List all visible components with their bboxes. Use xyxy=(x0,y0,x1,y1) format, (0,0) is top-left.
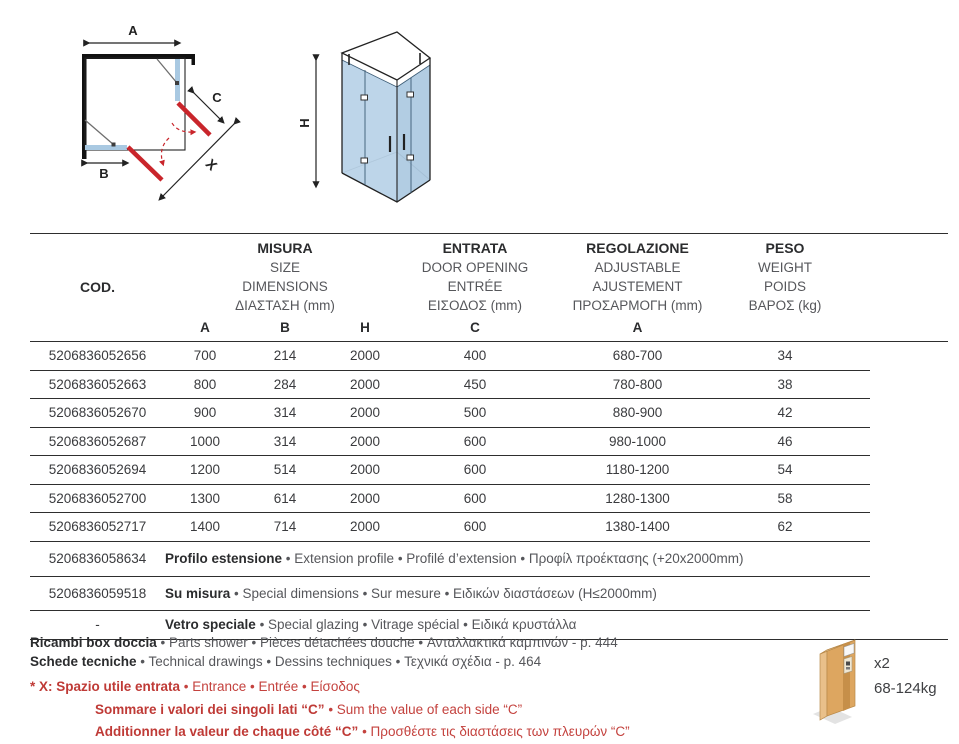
cell-a: 800 xyxy=(193,376,217,392)
swing-arc-bottom xyxy=(161,138,169,164)
cell-b: 314 xyxy=(273,405,297,421)
cell-c: 600 xyxy=(463,462,487,478)
wall-left xyxy=(82,54,87,159)
iso-label-h: H xyxy=(297,118,312,128)
footer-info-bold: Ricambi box doccia xyxy=(30,635,157,650)
footer-note-bold: Sommare i valori dei singoli lati “C” xyxy=(95,701,325,717)
package-label xyxy=(874,651,937,701)
plan-label-a: A xyxy=(128,23,138,38)
cell-c: 600 xyxy=(463,490,487,506)
cell-a: 1200 xyxy=(189,462,221,478)
table-row xyxy=(30,485,870,514)
cell-c: 500 xyxy=(463,405,487,421)
subheader-c: C xyxy=(470,320,480,335)
special-row-extension xyxy=(30,542,870,577)
package-icon xyxy=(810,632,876,727)
cell-regolazione: 780-800 xyxy=(612,376,663,392)
package-label-glyph xyxy=(846,667,850,670)
cell-cod: 5206836052687 xyxy=(48,433,147,449)
footer-note-line xyxy=(30,676,630,699)
table-subheader xyxy=(30,314,948,341)
footer-info-rest: • Parts shower • Pièces détachées douche • Ανταλλακτικά καμπινών - p. 444 xyxy=(156,635,618,650)
package-weight: 68-124kg xyxy=(874,680,937,697)
plan-label-x: X xyxy=(202,155,221,174)
footer-info-line xyxy=(30,652,618,671)
wall-top-return xyxy=(192,54,196,65)
cell-a: 900 xyxy=(193,405,217,421)
hinge-right-upper xyxy=(407,92,414,97)
header-group-misura: MISURA SIZE DIMENSIONS ΔΙΑΣΤΑΣΗ (mm) xyxy=(235,240,335,313)
cell-peso: 38 xyxy=(777,376,793,392)
hinge-left-upper xyxy=(361,95,368,100)
table-row xyxy=(30,456,870,485)
special-row-su-misura xyxy=(30,577,870,611)
cod-header: COD. xyxy=(80,279,115,295)
package-qty: x2 xyxy=(874,655,890,672)
cell-c: 600 xyxy=(463,433,487,449)
cell-regolazione: 1280-1300 xyxy=(605,490,670,506)
isometric-diagram xyxy=(293,16,458,221)
cell-h: 2000 xyxy=(349,376,381,392)
cell-b: 614 xyxy=(273,490,297,506)
cell-peso: 46 xyxy=(777,433,793,449)
hinge-left xyxy=(112,143,116,147)
hinge-right-lower xyxy=(407,155,414,160)
cell-cod: 5206836052663 xyxy=(48,376,147,392)
cell-h: 2000 xyxy=(349,490,381,506)
special-text-bold: Vetro speciale xyxy=(165,617,256,632)
door-right xyxy=(178,103,210,135)
cell-b: 714 xyxy=(273,519,297,535)
special-text-bold: Su misura xyxy=(165,585,231,601)
cell-peso: 54 xyxy=(777,462,793,478)
cell-regolazione: 1180-1200 xyxy=(605,462,670,478)
cell-regolazione: 1380-1400 xyxy=(605,519,670,535)
header-group-regolazione: REGOLAZIONE ADJUSTABLE AJUSTEMENT ΠΡΟΣΑΡΜΟΓΗ (mm) xyxy=(572,240,703,313)
table-row xyxy=(30,428,870,457)
cell-a: 700 xyxy=(193,348,217,364)
cell-regolazione: 680-700 xyxy=(612,348,663,364)
cell-peso: 34 xyxy=(777,348,793,364)
cell-b: 214 xyxy=(273,348,297,364)
cell-a: 1000 xyxy=(189,433,221,449)
dim-arrow-x xyxy=(160,123,235,199)
special-cod: 5206836059518 xyxy=(48,585,147,601)
cell-b: 284 xyxy=(273,376,297,392)
cell-h: 2000 xyxy=(349,348,381,364)
hinge-top xyxy=(175,81,179,85)
cell-c: 600 xyxy=(463,519,487,535)
cell-regolazione: 880-900 xyxy=(612,405,663,421)
special-text xyxy=(165,617,870,632)
hinge-left-lower xyxy=(361,158,368,163)
header-group-entrata: ENTRATA DOOR OPENING ENTRÉE ΕΙΣΟΔΟΣ (mm) xyxy=(421,240,529,313)
footer-info-rest: • Technical drawings • Dessins techniques • Τεχνικά σχέδια - p. 464 xyxy=(136,654,542,669)
footer-note-rest: • Entrance • Entrée • Είσοδος xyxy=(180,679,360,694)
cell-peso: 42 xyxy=(777,405,793,421)
table-body xyxy=(30,342,948,542)
special-cod: 5206836058634 xyxy=(48,551,147,566)
cell-cod: 5206836052670 xyxy=(48,405,147,421)
cell-b: 514 xyxy=(273,462,297,478)
footer-info xyxy=(30,633,618,671)
cell-h: 2000 xyxy=(349,462,381,478)
subheader-a: A xyxy=(200,320,210,335)
hinge-strut-top xyxy=(157,59,177,83)
table-row xyxy=(30,371,870,400)
special-cod: - xyxy=(95,617,100,632)
fixed-panel-bottom xyxy=(85,145,127,150)
special-text-rest: • Special dimensions • Sur mesure • Ειδικών διαστάσεων (H≤2000mm) xyxy=(230,585,657,601)
plan-label-b: B xyxy=(99,166,109,181)
package-side xyxy=(820,650,827,720)
plan-view-diagram xyxy=(58,16,258,221)
table-row xyxy=(30,342,870,371)
subheader-h: H xyxy=(360,320,370,335)
special-text-rest: • Special glazing • Vitrage spécial • Ειδικά κρυστάλλα xyxy=(255,617,577,632)
door-bottom xyxy=(128,147,162,180)
footer-note-bold: Additionner la valeur de chaque côté “C” xyxy=(95,724,359,739)
cell-cod: 5206836052694 xyxy=(48,462,147,478)
footer-note-bold: * X: Spazio utile entrata xyxy=(30,679,181,694)
special-text xyxy=(165,551,870,566)
special-text-rest: • Extension profile • Profilé d’extension • Προφίλ προέκτασης (+20x2000mm) xyxy=(282,551,744,566)
cell-a: 1300 xyxy=(189,490,221,506)
enclosure-outline xyxy=(85,58,185,150)
hinge-strut-left xyxy=(85,120,114,145)
table-header xyxy=(30,234,948,314)
footer-note-rest: • Sum the value of each side “C” xyxy=(324,701,523,717)
header-group-peso: PESO WEIGHT POIDS ΒΑΡΟΣ (kg) xyxy=(748,240,822,313)
subheader-reg-a: A xyxy=(632,320,643,335)
cell-a: 1400 xyxy=(189,519,221,535)
subheader-b: B xyxy=(280,320,290,335)
glass-face-left xyxy=(342,60,397,202)
cell-peso: 58 xyxy=(777,490,793,506)
plan-label-c: C xyxy=(212,90,222,105)
spec-table xyxy=(30,233,948,640)
cell-c: 400 xyxy=(463,348,487,364)
footer-notes xyxy=(30,676,630,744)
footer-note-line xyxy=(30,721,630,744)
cell-c: 450 xyxy=(463,376,487,392)
special-text-bold: Profilo estensione xyxy=(165,551,283,566)
fixed-panel-right xyxy=(175,59,180,101)
cell-b: 314 xyxy=(273,433,297,449)
cell-cod: 5206836052700 xyxy=(48,490,147,506)
cell-h: 2000 xyxy=(349,433,381,449)
cell-cod: 5206836052717 xyxy=(48,519,147,535)
footer-info-line xyxy=(30,633,618,652)
footer-info-bold: Schede tecniche xyxy=(30,654,137,669)
package-label-glyph xyxy=(846,662,850,666)
cell-h: 2000 xyxy=(349,405,381,421)
cell-regolazione: 980-1000 xyxy=(608,433,667,449)
cell-cod: 5206836052656 xyxy=(48,348,147,364)
cell-peso: 62 xyxy=(777,519,793,535)
table-row xyxy=(30,513,870,542)
glass-face-right xyxy=(397,65,430,202)
special-text xyxy=(165,586,870,601)
footer-note-line xyxy=(30,699,630,722)
cell-h: 2000 xyxy=(349,519,381,535)
swing-arc-right xyxy=(172,123,194,132)
footer-note-rest: • Προσθέστε τις διαστάσεις των πλευρών “C” xyxy=(358,724,630,739)
table-row xyxy=(30,399,870,428)
